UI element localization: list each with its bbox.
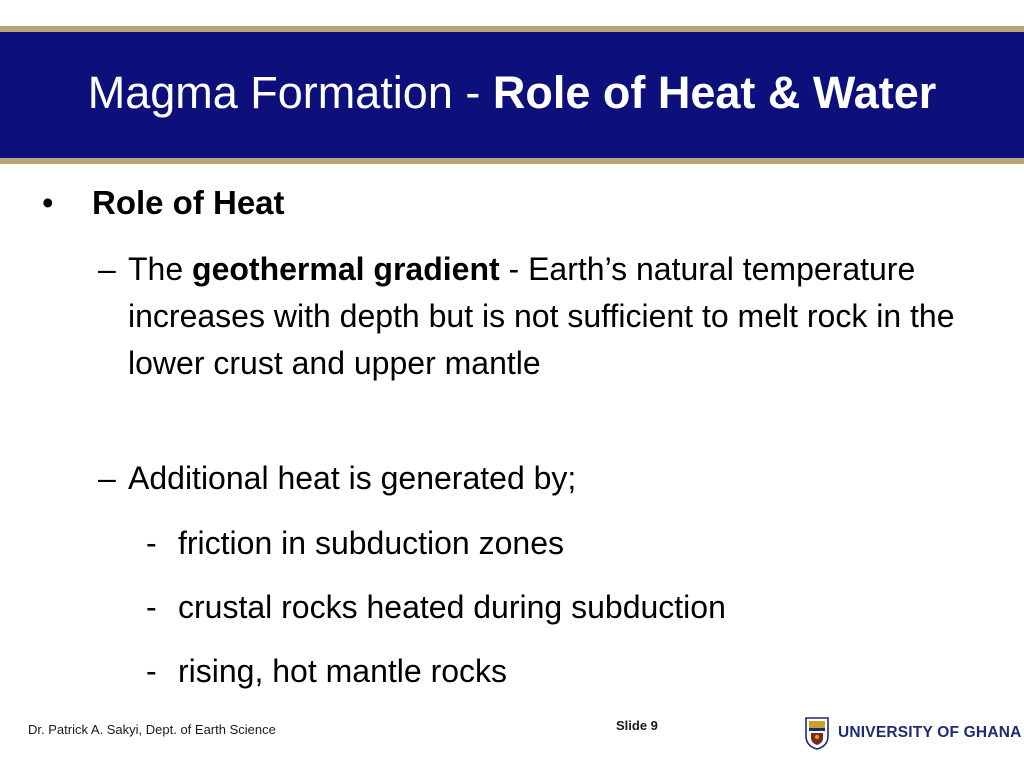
sub-bullet-text: Additional heat is generated by; (128, 460, 577, 496)
list-item-text: crustal rocks heated during subduction (178, 589, 726, 625)
sub-bullet-geothermal (98, 246, 968, 387)
slide-number: Slide 9 (616, 718, 658, 733)
list-item-text: rising, hot mantle rocks (178, 653, 508, 689)
dash-symbol: – (98, 460, 116, 496)
list-item-text: friction in subduction zones (178, 525, 564, 561)
bullet-symbol: • (42, 184, 54, 221)
sub-bullet-text (98, 246, 968, 387)
prefix-text: The (128, 251, 193, 287)
university-crest-icon (804, 716, 830, 750)
bullet-heading (42, 180, 285, 226)
dash-symbol: - (146, 589, 157, 625)
footer-author: Dr. Patrick A. Sakyi, Dept. of Earth Science (28, 722, 276, 737)
dash-symbol: - (146, 653, 157, 689)
list-item (146, 648, 507, 694)
title-part-regular: Magma Formation - (87, 67, 493, 118)
sub-bullet-additional-heat (98, 455, 968, 502)
university-logo (804, 716, 1022, 750)
title-part-bold: Role of Heat & Water (492, 67, 937, 118)
dash-symbol: - (146, 525, 157, 561)
list-item (146, 584, 726, 630)
term-geothermal-gradient: geothermal gradient (192, 251, 500, 287)
dash-symbol: – (98, 251, 116, 287)
list-item (146, 520, 564, 566)
description-text: - Earth’s natural temperature increases with depth but is not sufficient to melt rock in the lower crust and upper mantle (128, 251, 955, 381)
university-name: UNIVERSITY OF GHANA (838, 724, 1022, 741)
heading-text: Role of Heat (92, 184, 285, 221)
